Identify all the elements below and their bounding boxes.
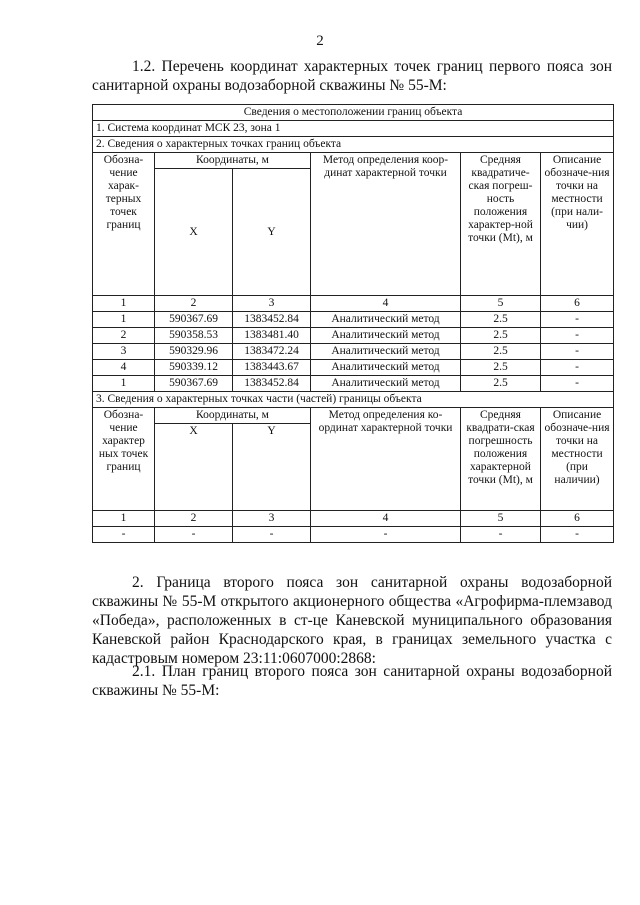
column-number: 5 — [461, 511, 541, 527]
empty-cell: - — [461, 527, 541, 543]
error: 2.5 — [461, 376, 541, 392]
coord-y: 1383443.67 — [233, 360, 311, 376]
column-number: 2 — [155, 511, 233, 527]
coordinates-table — [92, 104, 614, 543]
description: - — [541, 360, 614, 376]
method: Аналитический метод — [311, 328, 461, 344]
column-number-row — [93, 296, 614, 312]
point-id: 1 — [93, 376, 155, 392]
empty-cell: - — [311, 527, 461, 543]
point-id: 3 — [93, 344, 155, 360]
column-number: 2 — [155, 296, 233, 312]
header-error: Средняя квадрати-ская погрешность положения характерной точки (Mt), м — [461, 408, 541, 511]
header-designation: Обозна-чение харак-терных точек границ — [93, 153, 155, 296]
error: 2.5 — [461, 328, 541, 344]
header-method: Метод определения ко-ординат характерной точки — [311, 408, 461, 511]
table-title: Сведения о местоположении границ объекта — [93, 105, 614, 121]
table-row — [93, 328, 614, 344]
coord-x: 590339.12 — [155, 360, 233, 376]
empty-cell: - — [233, 527, 311, 543]
table-row — [93, 376, 614, 392]
error: 2.5 — [461, 344, 541, 360]
column-number: 5 — [461, 296, 541, 312]
coord-x: 590329.96 — [155, 344, 233, 360]
description: - — [541, 312, 614, 328]
paragraph-second-zone: 2. Граница второго пояса зон санитарной охраны водозаборной скважины № 55-М открытого акционерного общества «Агрофирма-племзавод «Победа», расположенных в ст-це Каневской муниципального образования Каневской район Краснодарского края, в границах земельного участка с кадастровым номером 23:11:0607000:2868: — [92, 574, 612, 667]
header-designation: Обозна-чение характер ных точек границ — [93, 408, 155, 511]
point-id: 2 — [93, 328, 155, 344]
empty-cell: - — [541, 527, 614, 543]
description: - — [541, 376, 614, 392]
header-description: Описание обозначе-ния точки на местности (при нали-чии) — [541, 153, 614, 296]
point-id: 4 — [93, 360, 155, 376]
error: 2.5 — [461, 312, 541, 328]
header-y: Y — [233, 424, 311, 511]
table-row — [93, 344, 614, 360]
error: 2.5 — [461, 360, 541, 376]
table-row — [93, 527, 614, 543]
section-3-title: 3. Сведения о характерных точках части (частей) границы объекта — [93, 392, 614, 408]
coord-y: 1383452.84 — [233, 376, 311, 392]
table-row — [93, 312, 614, 328]
column-number-row — [93, 511, 614, 527]
description: - — [541, 328, 614, 344]
section-heading: 1.2. Перечень координат характерных точек границ первого пояса зон санитарной охраны водозаборной скважины № 55-М: — [92, 58, 612, 94]
method: Аналитический метод — [311, 344, 461, 360]
header-y: Y — [233, 169, 311, 296]
coord-y: 1383481.40 — [233, 328, 311, 344]
coord-y: 1383452.84 — [233, 312, 311, 328]
column-number: 6 — [541, 296, 614, 312]
column-number: 4 — [311, 511, 461, 527]
empty-cell: - — [155, 527, 233, 543]
header-x: X — [155, 424, 233, 511]
column-number: 1 — [93, 296, 155, 312]
table-row — [93, 360, 614, 376]
column-number: 3 — [233, 511, 311, 527]
coord-x: 590367.69 — [155, 312, 233, 328]
page-number: 2 — [316, 33, 324, 49]
header-error: Средняя квадратиче-ская погреш-ность положения характер-ной точки (Mt), м — [461, 153, 541, 296]
header-method: Метод определения коор-динат характерной точки — [311, 153, 461, 296]
coord-x: 590367.69 — [155, 376, 233, 392]
point-id: 1 — [93, 312, 155, 328]
method: Аналитический метод — [311, 376, 461, 392]
coord-y: 1383472.24 — [233, 344, 311, 360]
column-number: 3 — [233, 296, 311, 312]
column-number: 4 — [311, 296, 461, 312]
header-description: Описание обозначе-ния точки на местности (при наличии) — [541, 408, 614, 511]
paragraph-plan: 2.1. План границ второго пояса зон санитарной охраны водозаборной скважины № 55-М: — [92, 663, 612, 699]
coord-x: 590358.53 — [155, 328, 233, 344]
header-coordinates: Координаты, м — [155, 408, 311, 424]
method: Аналитический метод — [311, 312, 461, 328]
column-number: 6 — [541, 511, 614, 527]
section-2-title: 2. Сведения о характерных точках границ объекта — [93, 137, 614, 153]
empty-cell: - — [93, 527, 155, 543]
header-x: X — [155, 169, 233, 296]
method: Аналитический метод — [311, 360, 461, 376]
header-coordinates: Координаты, м — [155, 153, 311, 169]
description: - — [541, 344, 614, 360]
coordinate-system-row: 1. Система координат МСК 23, зона 1 — [93, 121, 614, 137]
column-number: 1 — [93, 511, 155, 527]
